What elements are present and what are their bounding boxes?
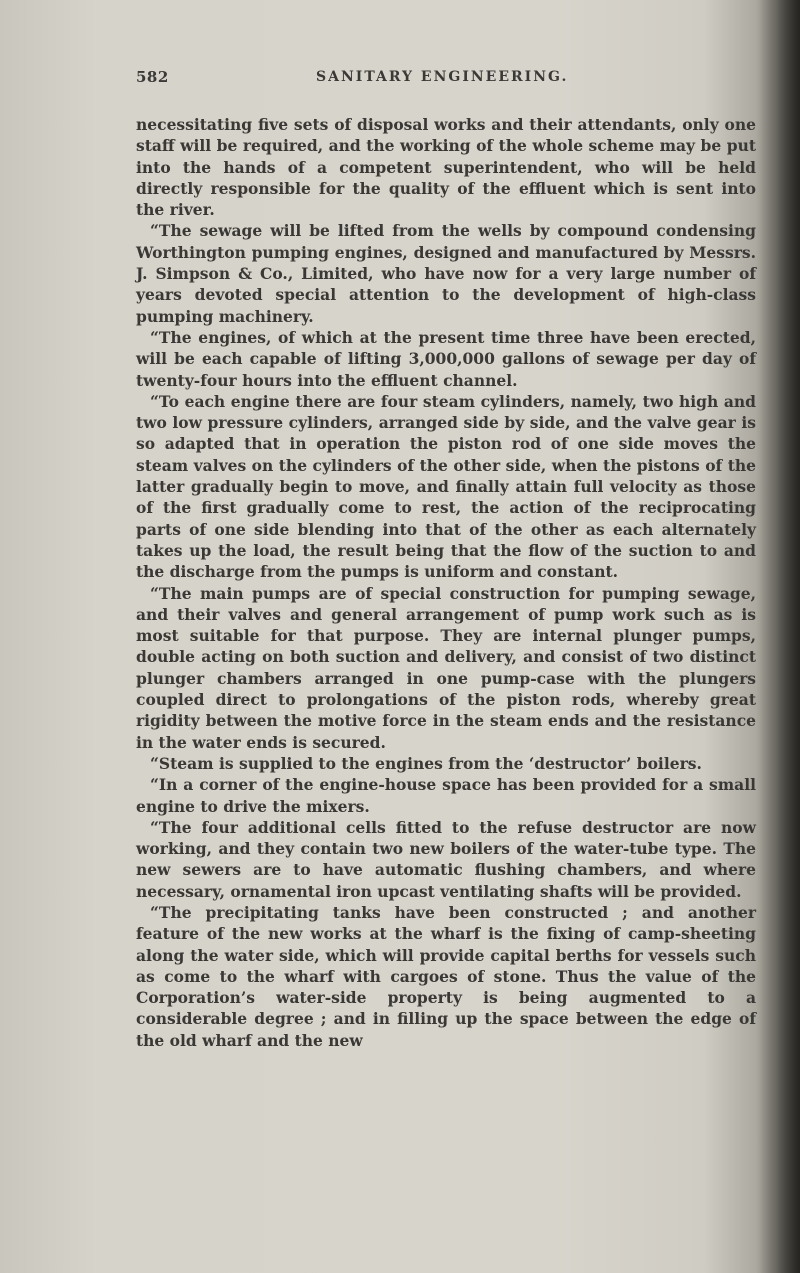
running-head: SANITARY ENGINEERING.: [316, 69, 569, 85]
paragraph: “The precipitating tanks have been constructed ; and another feature of the new works at the wharf is the fixing of camp-sheeting along the water side, which will provide capital berths for vessels such as come to the wharf with cargoes of stone. Thus the value of the Corporation’s water-side property is being augmented to a considerable degree ; and in filling up the space between the edge of the old wharf and the new: [136, 902, 756, 1050]
paragraph: “The sewage will be lifted from the wells by compound condensing Worthington pumping engines, designed and manufactured by Messrs. J. Simpson & Co., Limited, who have now for a very large number of years devoted special attention to the development of high-class pumping machinery.: [136, 221, 756, 326]
page-number: 582: [136, 68, 169, 86]
paragraph: “To each engine there are four steam cylinders, namely, two high and two low pressure cylinders, arranged side by side, and the valve gear is so adapted that in operation the piston rod of one side moves the steam valves on the cylinders of the other side, when the pistons of the latter gradually begin to move, and finally attain full velocity as those of the first gradually come to rest, the action of the reciprocating parts of one side blending into that of the other as each alternately takes up the load, the result being that the flow of the suction to and the discharge from the pumps is uniform and constant.: [136, 391, 756, 582]
paragraph: “The engines, of which at the present time three have been erected, will be each capable of lifting 3,000,000 gallons of sewage per day of twenty-four hours into the effluent channel.: [136, 327, 756, 390]
page-edge-shadow: [756, 0, 800, 1273]
body-text: [136, 114, 756, 1051]
paragraph: “In a corner of the engine-house space has been provided for a small engine to drive the mixers.: [136, 775, 756, 816]
paragraph: necessitating five sets of disposal works and their attendants, only one staff will be required, and the working of the whole scheme may be put into the hands of a competent superintendent, who will be held directly responsible for the quality of the effluent which is sent into the river.: [136, 115, 756, 220]
paragraph: “The four additional cells fitted to the refuse destructor are now working, and they contain two new boilers of the water-tube type. The new sewers are to have automatic flushing chambers, and where necessary, ornamental iron upcast ventilating shafts will be provided.: [136, 817, 756, 901]
paragraph: “Steam is supplied to the engines from the ‘destructor’ boilers.: [150, 753, 702, 773]
page-header: [136, 68, 756, 90]
paragraph: “The main pumps are of special construction for pumping sewage, and their valves and general arrangement of pump work such as is most suitable for that purpose. They are internal plunger pumps, double acting on both suction and delivery, and consist of two distinct plunger chambers arranged in one pump-case with the plungers coupled direct to prolongations of the piston rods, whereby great rigidity between the motive force in the steam ends and the resistance in the water ends is secured.: [136, 583, 756, 752]
